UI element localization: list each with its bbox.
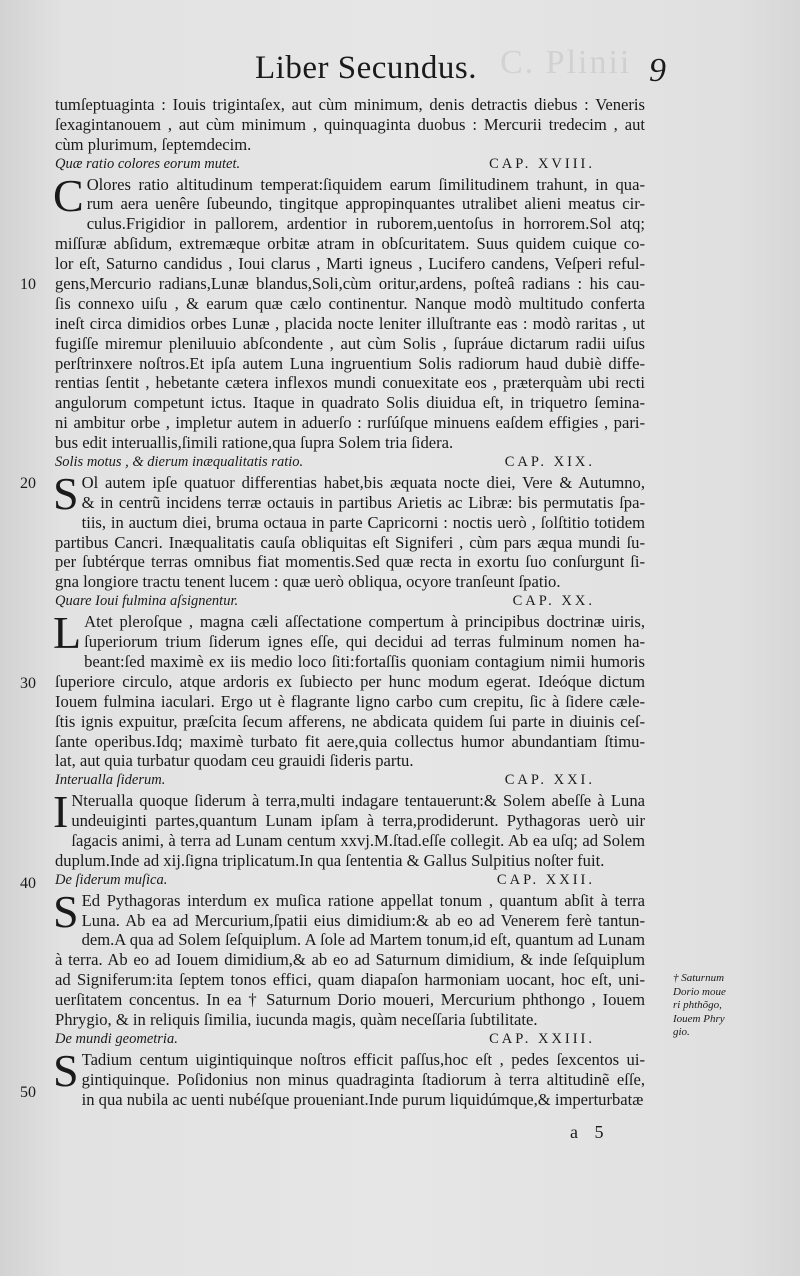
- text-line: beant:ſed maximè ex iis medio loco ſiti:fortaſſis quoniam contagium nimii humoris: [84, 651, 645, 671]
- drop-cap: S: [53, 467, 79, 519]
- chapter-paragraph: [53, 1044, 645, 1110]
- text-line: culus.Frigidior in pallorem, ardentior in ruborem,uentoſus in horrorem.Sol atq;: [86, 214, 645, 234]
- chapter-paragraph: [53, 467, 645, 592]
- text-line: partibus Cancri. Inæqualitatis cauſa obliquitas eſt Signiferi , cùm pars æqua mundi ſu-: [55, 532, 645, 552]
- chapter-number: CAP. XXIII.: [489, 1030, 595, 1047]
- margin-note-line: gio.: [673, 1026, 690, 1038]
- margin-note-line: Saturnum: [681, 972, 725, 984]
- text-line: lat, aut quia turbatur quodam ceu grauidi ſideris partu.: [55, 751, 414, 771]
- dagger-mark: †: [673, 972, 679, 984]
- show-through-text: C. Plinii: [500, 44, 632, 81]
- text-line: per ſubtérque terras omnibus fiat momentis.Sed quæ recta in exortu ſuo conſurgunt ſi-: [55, 552, 645, 572]
- text-line: in qua nubila ac uenti nubéſque proueniant.Inde purum liquidúmque,& imperturbatæ: [81, 1089, 644, 1109]
- text-line: cùm plurimum, ſeptemdecim.: [55, 134, 252, 154]
- chapter-title: De ſiderum muſica.: [55, 871, 168, 888]
- chapter-number: CAP. XXI.: [504, 772, 595, 789]
- line-number: 30: [20, 675, 36, 692]
- text-line: miſſuræ abſidum, extremæque orbitæ atram in obſcuritatem. Suus quidem cuique co-: [55, 234, 645, 254]
- chapter-heading: [55, 453, 645, 473]
- margin-note: [673, 972, 793, 1040]
- chapter-paragraph: [53, 786, 645, 871]
- main-text-block: [55, 95, 645, 1109]
- text-line: ſuperiorum trium ſiderum ignes eſſe, qui decidui ad terras fulminum nomen ha-: [84, 632, 645, 652]
- text-line: bus edit interuallis,ſimili ratione,qua ſupra Solem tria ſidera.: [55, 433, 454, 453]
- text-line: ſante operibus.Idq; maximè turbato fit aere,quia collectus humor abundantiam ſtimu-: [55, 731, 645, 751]
- text-line: ſis connexo uiſu , & earum quæ cælo continentur. Nanque modò multitudo conferta: [55, 293, 645, 313]
- line-number: 40: [20, 875, 36, 892]
- chapter-number: CAP. XX.: [512, 593, 595, 610]
- chapter-title: Interualla ſiderum.: [55, 772, 166, 789]
- chapter-heading: [55, 871, 645, 891]
- chapter-title: Quæ ratio colores eorum mutet.: [55, 155, 241, 172]
- text-line: tumſeptuaginta : Iouis trigintaſex, aut cùm minimum, denis detractis diebus : Veneris: [55, 95, 645, 114]
- text-line: gintiquinque. Poſidonius non minus quadraginta ſtadiorum à terra altitudinẽ eſſe,: [81, 1069, 645, 1089]
- text-line: perſtrinxere noſtros.Et ipſa autem Luna ingruentium Solis radiorum haud dubiè diffe-: [55, 353, 645, 373]
- text-line: à terra. Ab eo ad Iouem dimidium,& ab eo ad Saturnum dimidium, & inde ſeſquiplum: [55, 950, 645, 970]
- chapter-paragraph: [53, 169, 645, 453]
- chapter-number: CAP. XXII.: [496, 871, 595, 888]
- chapter-paragraph: [53, 885, 645, 1030]
- line-number: 20: [20, 475, 36, 492]
- text-line: Tadium centum uigintiquinque noſtros efficit paſſus,hoc eſt , pedes ſexcentos ui-: [81, 1049, 645, 1069]
- chapter-title: Quare Ioui fulmina aſsignentur.: [55, 593, 239, 610]
- chapter-number: CAP. XIX.: [504, 454, 595, 471]
- drop-cap: I: [53, 786, 69, 838]
- text-line: dem.A qua ad Solem ſeſquiplum. A ſole ad Martem tonum,id eſt, quantum ad Lunam: [81, 930, 645, 950]
- text-line: tiis, in auctum diei, bruma octaua in parte Capricorni : noctis uerò , ſolſtitio totidem: [81, 512, 645, 532]
- text-line: Atet pleroſque , magna cæli aſſectatione compertum à principibus doctrinæ uiris,: [84, 612, 645, 632]
- text-line: ni ambitur orbe , impletur autem in aduerſo : rurſúſque minuens eaſdem effigies , pari-: [55, 413, 645, 433]
- text-line: undeuiginti partes,quantum Lunam ipſam à terra,prodiderunt. Pythagoras uerò uir: [71, 811, 645, 831]
- text-line: angulorum competunt ictus. Itaque in quadrato Solis diuidua eſt, in triquetro ſemina-: [55, 393, 645, 413]
- line-number: 10: [20, 276, 36, 293]
- margin-note-line: Iouem Phry: [673, 1012, 725, 1025]
- text-line: ſuperiore circulo, atque ardoris ex ſubiecto per hunc modum egerat. Ideóque dictum: [55, 671, 645, 691]
- chapter-heading: [55, 592, 645, 612]
- chapter-heading: [55, 771, 645, 791]
- folio-number: 9: [649, 52, 666, 89]
- text-line: uerſitatem concentus. In ea † Saturnum Dorio moueri, Mercurium phthongo , Iouem: [55, 990, 645, 1010]
- text-line: Nterualla quoque ſiderum à terra,multi indagare tentauerunt:& Solem abeſſe à Luna: [71, 791, 645, 811]
- drop-cap: L: [53, 607, 82, 659]
- chapter-paragraph: [53, 607, 645, 771]
- margin-note-line: ri phthõgo,: [673, 999, 722, 1011]
- chapter-heading: [55, 1030, 645, 1050]
- drop-cap: S: [53, 885, 79, 937]
- text-line: duplum.Inde ad xij.ſigna triplicatum.In qua ſententia & Gallus Sulpitius noſter fuit.: [55, 850, 605, 870]
- text-line: fugiſſe miremur pleniluuio abſcondente , aut cùm Solis , ſupráue dictarum radii uiſus: [55, 333, 645, 353]
- text-line: Luna. Ab ea ad Mercurium,ſpatii eius dimidium:& ab eo ad Venerem ferè tantun-: [81, 910, 645, 930]
- text-line: Ol autem ipſe quatuor differentias habet,bis æquata nocte diei, Vere & Autumno,: [81, 472, 645, 492]
- drop-cap: C: [53, 169, 84, 221]
- signature-mark: a 5: [570, 1122, 610, 1142]
- text-line: rentias ſentit , hebetante cætera inflexos mundi conuexitate eos , præterquàm ubi recti: [55, 373, 645, 393]
- text-line: ſexagintanouem , aut cùm minimum , quinquaginta duobus : Mercurii tredecim , aut: [55, 114, 645, 134]
- chapter-number: CAP. XVIII.: [489, 155, 595, 172]
- chapter-title: Solis motus , & dierum inæqualitatis ratio.: [55, 454, 304, 471]
- text-line: ſtis ignis expuitur, præſcita ſecum afferens, ne abdicata quidem ſui parte in diuinis ceſ-: [55, 711, 645, 731]
- text-line: rum aera uenêre ſubeundo, tingitque appropinquantes utralibet alieni meatus cir-: [86, 194, 645, 214]
- chapter-title: De mundi geometria.: [55, 1030, 178, 1047]
- text-line: ſagacis animi, à terra ad Lunam centum xxvj.M.ſtad.eſſe collegit. Ab ea uſq; ad Solem: [71, 830, 645, 850]
- chapter-heading: [55, 155, 645, 175]
- line-number: 50: [20, 1084, 36, 1101]
- text-line: Iouem fulmina iaculari. Ergo ut è flagrante ligno carbo cum crepitu, ſic à ſidere cæle-: [55, 691, 645, 711]
- text-line: gens,Mercurio radians,Lunæ blandus,Soli,cùm oritur,ardens, poſteâ radians : his cau-: [55, 274, 645, 294]
- text-line: Phrygio, & in reliquis ſimilia, iucunda magis, quàm neceſſaria ſubtilitate.: [55, 1009, 538, 1029]
- text-line: gna longiore tractu tenent lucem : quæ uerò obliqua, ocyore tranſeunt ſpatio.: [55, 572, 561, 592]
- text-line: Ed Pythagoras interdum ex muſica ratione appellat tonum , quantum abſit à terra: [81, 890, 645, 910]
- text-line: & in centrũ incidens terræ octauis in partibus Arietis ac Libræ: bis permutatis ſpa-: [81, 492, 645, 512]
- margin-note-line: Dorio moue: [673, 985, 726, 998]
- text-line: ad Signiferum:ita ſeptem tonos effici, quam diapaſon harmoniam uocant, hoc eſt, uni-: [55, 970, 645, 990]
- text-line: Olores ratio altitudinum temperat:ſiquidem earum ſimilitudinem trahunt, in qua-: [86, 174, 645, 194]
- running-title: Liber Secundus.: [255, 50, 477, 86]
- drop-cap: S: [53, 1044, 79, 1096]
- text-line: ineſt circa dimidios orbes Lunæ , placida nocte leniter illuſtrante eas : modò raritas , ut: [55, 313, 645, 333]
- text-line: lor eſt, Saturno candidus , Ioui clarus , Marti igneus , Lucifero candens, Veſperi reful-: [55, 254, 645, 274]
